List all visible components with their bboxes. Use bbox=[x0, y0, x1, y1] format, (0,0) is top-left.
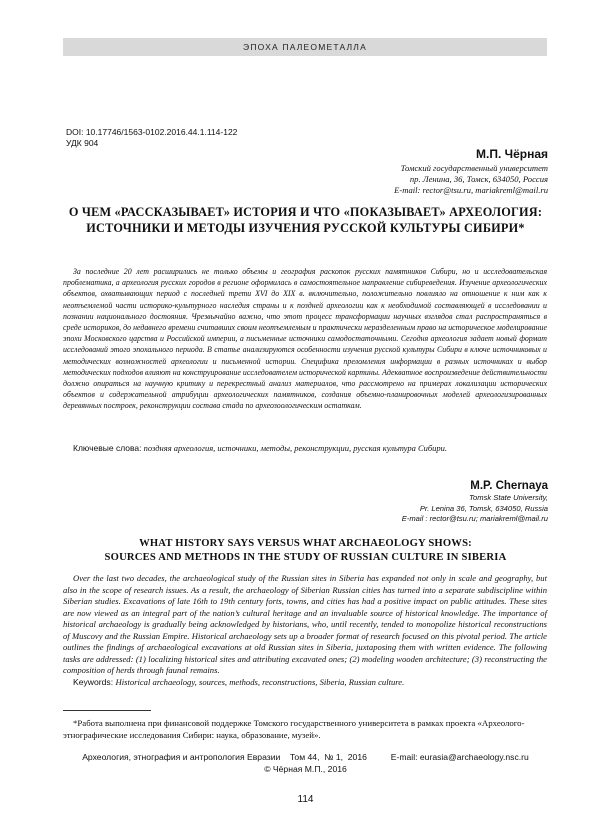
keywords-ru bbox=[73, 443, 447, 453]
author-ru: М.П. Чёрная bbox=[476, 147, 548, 161]
affiliation-line: пр. Ленина, 36, Томск, 634050, Россия bbox=[409, 174, 548, 184]
keywords-en bbox=[73, 677, 404, 687]
email-link[interactable]: E-mail : rector@tsu.ru; mariakreml@mail.ru bbox=[401, 514, 548, 523]
udc: УДК 904 bbox=[66, 138, 99, 148]
journal-footer: Археология, этнография и антропология Евразии Том 44, № 1, 2016 E-mail: eurasia@archaeology.nsc.ru bbox=[82, 752, 529, 762]
doi[interactable]: DOI: 10.17746/1563-0102.2016.44.1.114-122 bbox=[66, 127, 238, 137]
affiliation-ru bbox=[394, 163, 548, 196]
section-title: ЭПОХА ПАЛЕОМЕТАЛЛА bbox=[243, 42, 367, 52]
affiliation-line: Tomsk State University, bbox=[469, 493, 548, 502]
article-title-ru bbox=[63, 204, 548, 236]
title-line: WHAT HISTORY SAYS VERSUS WHAT ARCHAEOLOGY SHOWS: bbox=[139, 538, 472, 549]
author-en: M.P. Chernaya bbox=[470, 480, 548, 492]
keywords-label: Keywords: bbox=[73, 677, 114, 687]
title-line: SOURCES AND METHODS IN THE STUDY OF RUSSIAN CULTURE IN SIBERIA bbox=[104, 552, 507, 563]
keywords-value: поздняя археология, источники, методы, реконструкции, русская культура Сибири. bbox=[143, 443, 448, 453]
footnote-divider bbox=[63, 710, 151, 711]
title-line: ИСТОЧНИКИ И МЕТОДЫ ИЗУЧЕНИЯ РУССКОЙ КУЛЬТУРЫ СИБИРИ* bbox=[86, 221, 525, 235]
keywords-label: Ключевые слова: bbox=[73, 443, 142, 453]
abstract-ru: За последние 20 лет расширились не только объемы и география раскопок русских памятников Сибири, но и исследовательская проблематика, а археология русских городов в регионе оформилась в самостоятельное направление сибиреведения. Изучение археологических объектов, охватывающих период с последней трети XVI до XIX в. включительно, положительно повлияло на отношение к ним как к неотъемлемой части историко-культурного наследия страны и к поздней археологии как к необходимой составляющей в исследовании и познании национального достояния. Чрезвычайно важно, что этот процесс трансформации научных взглядов стал распространяться в среде историков, до недавнего времени считавших своим неотъемлемым и практически неразделенным право на историческое моделирование эпохи Московского царства и Российской империи, а письменные источники самодостаточными. Сегодня археология задает новый формат исследований этого эпохального периода. В статье анализируются особенности изучения русской культуры Сибири в ключе источниковых и методических возможностей археологии и письменной истории. Специфика преломления информации в разных источниках и выбор методических подходов влияют на конструирование исследователем исторической картины. Адекватное воспроизведение действительности должно опираться на научную критику и перекрестный анализ материалов, что рассмотрено на примерах локализации исторических объектов и содержательной атрибуции археологических памятников, создания объемно-планировочных моделей археологизированных деревянных построек, реконструкции состава стада по археозоологическим остаткам. bbox=[63, 267, 547, 411]
page-number: 114 bbox=[297, 794, 314, 805]
article-title-en bbox=[63, 537, 548, 565]
section-header-bar bbox=[63, 38, 547, 56]
abstract-en: Over the last two decades, the archaeological study of the Russian sites in Siberia has expanded not only in scale and geography, but also in the scope of research issues. As a result, the archaeology of Siberian Russian cities has turned into a separate subdiscipline within Siberian studies. Excavations of late 16th to 19th century forts, towns, and cities has had a positive impact on public attitudes. These sites are now viewed as an integral part of the nation’s cultural heritage and an invaluable source of historical knowledge. The importance of historical archaeology is gradually being acknowledged by historians, who, until recently, tended to monopolize historical reconstructions of Muscovy and the Russian Empire. Historical archaeology sets up a broader format of research focused on this pivotal period. The article outlines the findings of archaeological excavations at old Russian sites in Siberia, juxtaposing them with written evidence. The following tasks are addressed: (1) localizing historical sites and attributing excavated ones; (2) modeling wooden architecture; (3) reconstructing the composition of herds through faunal remains. bbox=[63, 573, 547, 675]
affiliation-en bbox=[402, 493, 548, 525]
keywords-value: Historical archaeology, sources, methods, reconstructions, Siberia, Russian culture. bbox=[115, 677, 405, 687]
footnote: *Работа выполнена при финансовой поддержке Томского государственного университета в рамках проекта «Археолого-этнографические исследования Сибири: наука, образование, музей». bbox=[63, 718, 525, 740]
copyright: © Чёрная М.П., 2016 bbox=[264, 764, 347, 774]
title-line: О ЧЕМ «РАССКАЗЫВАЕТ» ИСТОРИЯ И ЧТО «ПОКАЗЫВАЕТ» АРХЕОЛОГИЯ: bbox=[68, 205, 543, 219]
affiliation-line: Pr. Lenina 36, Tomsk, 634050, Russia bbox=[419, 503, 548, 513]
email-link[interactable]: E-mail: rector@tsu.ru, mariakreml@mail.ru bbox=[394, 185, 548, 195]
affiliation-line: Томский государственный университет bbox=[400, 163, 548, 173]
